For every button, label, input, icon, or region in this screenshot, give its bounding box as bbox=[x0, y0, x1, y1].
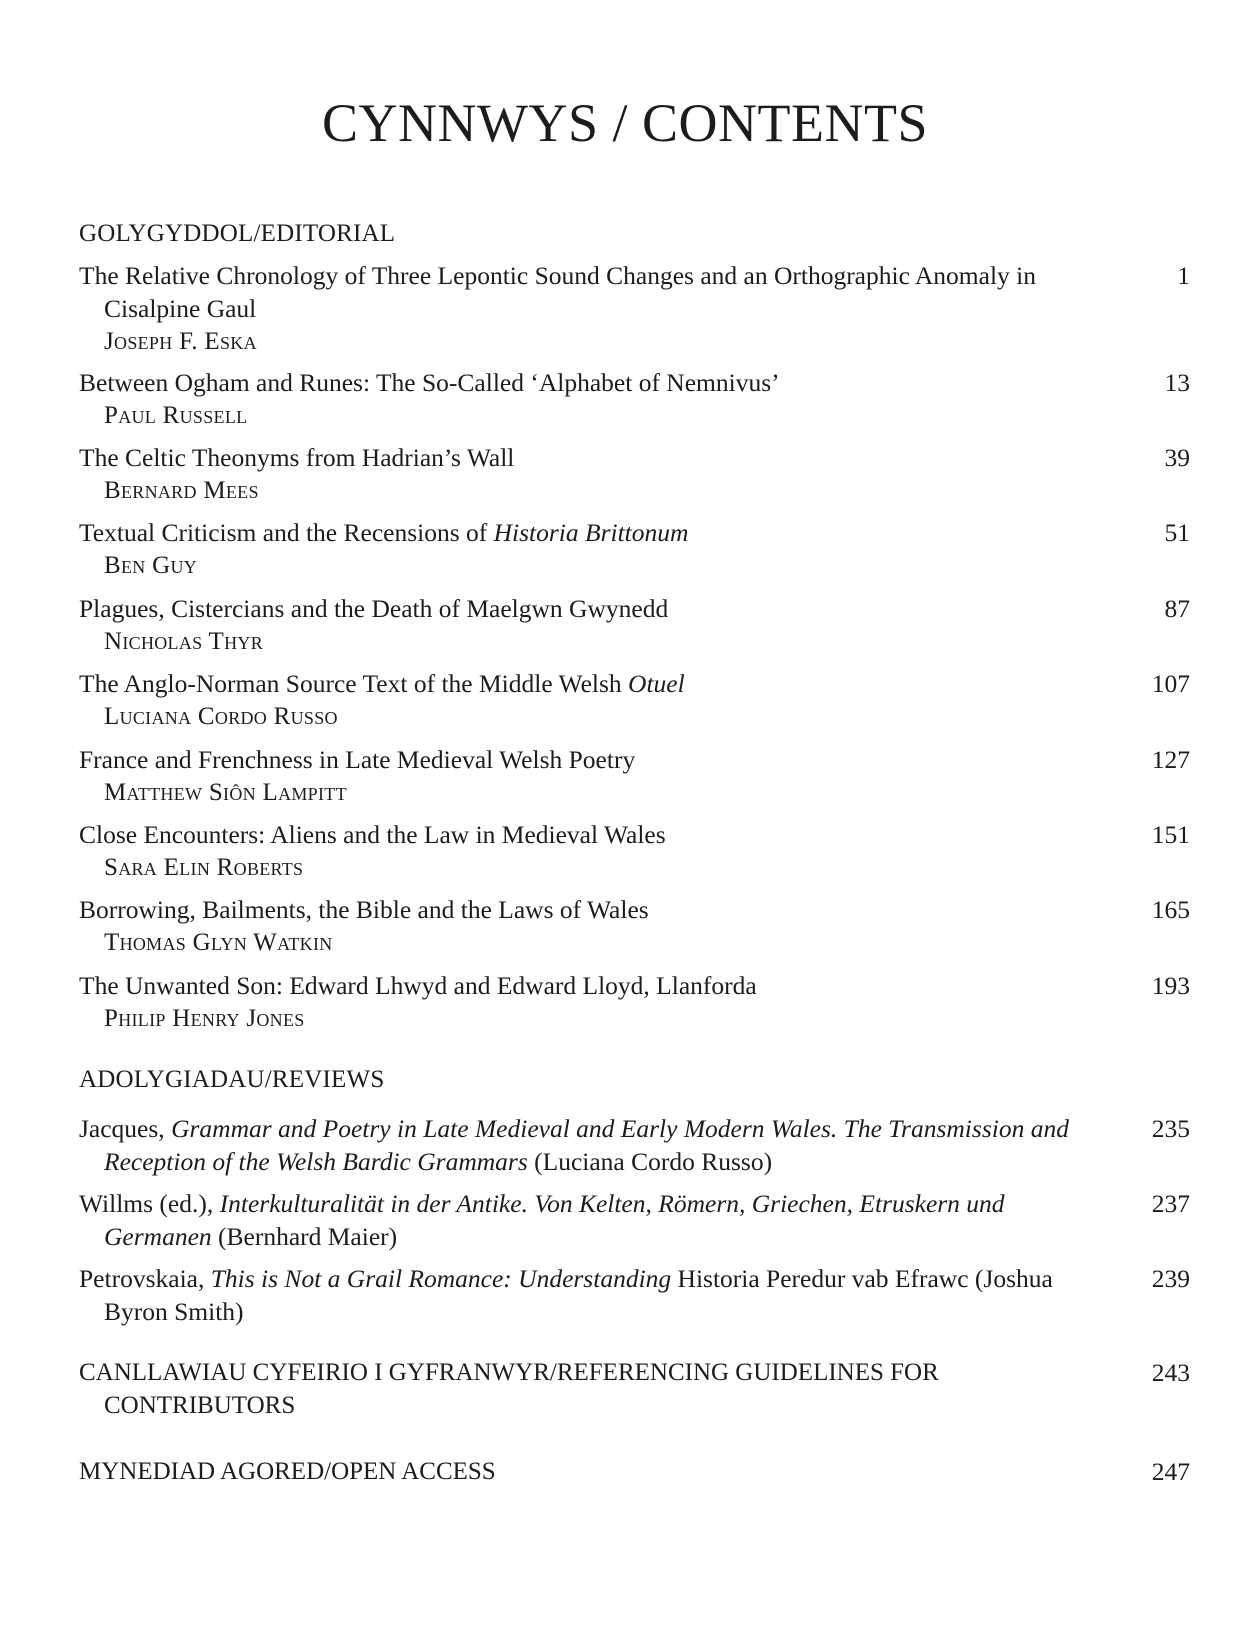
entry-page-number[interactable]: 151 bbox=[1151, 820, 1190, 849]
entry-title-italic: Historia Brittonum bbox=[493, 518, 689, 547]
review-entry[interactable] bbox=[79, 1112, 1190, 1178]
entry-title-italic: Otuel bbox=[628, 669, 685, 698]
entry-page-number[interactable]: 193 bbox=[1151, 971, 1190, 1000]
entry-author: Thomas Glyn Watkin bbox=[104, 929, 333, 956]
entry-title[interactable]: Borrowing, Bailments, the Bible and the Laws of Wales bbox=[79, 895, 649, 924]
toc-entry[interactable] bbox=[79, 592, 1190, 658]
review-title[interactable] bbox=[79, 1262, 1190, 1328]
entry-page-number[interactable]: 247 bbox=[1151, 1457, 1190, 1486]
review-title[interactable] bbox=[79, 1187, 1190, 1253]
entry-page-number[interactable]: 13 bbox=[1164, 368, 1190, 397]
entry-author: Luciana Cordo Russo bbox=[104, 703, 338, 730]
entry-author: Nicholas Thyr bbox=[104, 628, 264, 655]
reviewer-name: (Joshua Byron Smith) bbox=[104, 1264, 1053, 1326]
entry-title[interactable]: The Unwanted Son: Edward Lhwyd and Edward Lloyd, Llanforda bbox=[79, 971, 757, 1000]
review-title[interactable] bbox=[79, 1112, 1190, 1178]
entry-author: Ben Guy bbox=[104, 552, 198, 579]
entry-author: Matthew Siôn Lampitt bbox=[104, 779, 347, 806]
toc-entry[interactable] bbox=[79, 667, 1190, 733]
toc-entry-guidelines[interactable] bbox=[79, 1356, 1190, 1422]
review-book-title-roman: Historia Peredur vab Efrawc bbox=[671, 1264, 969, 1293]
entry-author: Philip Henry Jones bbox=[104, 1005, 305, 1032]
review-author: Willms (ed.), bbox=[79, 1189, 220, 1218]
review-entry[interactable] bbox=[79, 1262, 1190, 1328]
review-entry[interactable] bbox=[79, 1187, 1190, 1253]
entry-title-plain: Textual Criticism and the Recensions of bbox=[79, 518, 494, 547]
entry-page-number[interactable]: 107 bbox=[1151, 669, 1190, 698]
entry-author: Sara Elin Roberts bbox=[104, 854, 304, 881]
entry-title[interactable]: The Celtic Theonyms from Hadrian’s Wall bbox=[79, 443, 515, 472]
entry-title[interactable] bbox=[79, 516, 1190, 549]
entry-title[interactable]: Close Encounters: Aliens and the Law in Medieval Wales bbox=[79, 820, 666, 849]
entry-page-number[interactable]: 243 bbox=[1151, 1358, 1190, 1387]
review-author: Petrovskaia, bbox=[79, 1264, 211, 1293]
toc-entry[interactable] bbox=[79, 893, 1190, 959]
entry-page-number[interactable]: 87 bbox=[1164, 594, 1190, 623]
entry-title[interactable]: France and Frenchness in Late Medieval Welsh Poetry bbox=[79, 745, 636, 774]
review-book-title: Grammar and Poetry in Late Medieval and Early Modern Wales. The Transmission and Reception of the Welsh Bardic Grammars bbox=[104, 1114, 1069, 1176]
review-book-title: Interkulturalität in der Antike. Von Kelten, Römern, Griechen, Etruskern und Germanen bbox=[104, 1189, 1005, 1251]
entry-title[interactable]: CANLLAWIAU CYFEIRIO I GYFRANWYR/REFERENCING GUIDELINES FOR CONTRIBUTORS bbox=[79, 1359, 939, 1419]
entry-title[interactable]: MYNEDIAD AGORED/OPEN ACCESS bbox=[79, 1458, 496, 1485]
entry-page-number[interactable]: 235 bbox=[1151, 1114, 1190, 1143]
entry-page-number[interactable]: 51 bbox=[1164, 518, 1190, 547]
entry-title[interactable]: The Relative Chronology of Three Lepontic Sound Changes and an Orthographic Anomaly in Cisalpine Gaul bbox=[79, 261, 1036, 323]
entry-page-number[interactable]: 165 bbox=[1151, 895, 1190, 924]
review-book-title: This is Not a Grail Romance: Understanding bbox=[210, 1264, 672, 1293]
toc-entry-open-access[interactable] bbox=[79, 1455, 1190, 1488]
toc-entry[interactable] bbox=[79, 516, 1190, 582]
entry-page-number[interactable]: 1 bbox=[1177, 261, 1190, 290]
review-author: Jacques, bbox=[79, 1114, 172, 1143]
entry-author: Bernard Mees bbox=[104, 477, 259, 504]
entry-page-number[interactable]: 237 bbox=[1151, 1189, 1190, 1218]
entry-title[interactable]: Plagues, Cistercians and the Death of Maelgwn Gwynedd bbox=[79, 594, 669, 623]
entry-page-number[interactable]: 127 bbox=[1151, 745, 1190, 774]
section-heading-reviews: ADOLYGIADAU/REVIEWS bbox=[79, 1066, 385, 1093]
entry-page-number[interactable]: 39 bbox=[1164, 443, 1190, 472]
entry-author: Joseph F. Eska bbox=[104, 328, 257, 355]
page-title: CYNNWYS / CONTENTS bbox=[321, 93, 928, 153]
toc-entry[interactable] bbox=[79, 743, 1190, 809]
toc-entry[interactable] bbox=[79, 259, 1190, 358]
reviewer-name: (Luciana Cordo Russo) bbox=[527, 1147, 773, 1176]
toc-entry[interactable] bbox=[79, 366, 1190, 432]
entry-author: Paul Russell bbox=[104, 402, 248, 429]
entry-title[interactable] bbox=[79, 667, 1190, 700]
toc-entry[interactable] bbox=[79, 969, 1190, 1035]
entry-title-plain: The Anglo-Norman Source Text of the Middle Welsh bbox=[79, 669, 629, 698]
toc-entry[interactable] bbox=[79, 818, 1190, 884]
section-heading-editorial: GOLYGYDDOL/EDITORIAL bbox=[79, 220, 396, 247]
toc-entry[interactable] bbox=[79, 441, 1190, 507]
entry-page-number[interactable]: 239 bbox=[1151, 1264, 1190, 1293]
entry-title[interactable]: Between Ogham and Runes: The So-Called ‘Alphabet of Nemnivus’ bbox=[79, 368, 780, 397]
reviewer-name: (Bernhard Maier) bbox=[211, 1222, 398, 1251]
